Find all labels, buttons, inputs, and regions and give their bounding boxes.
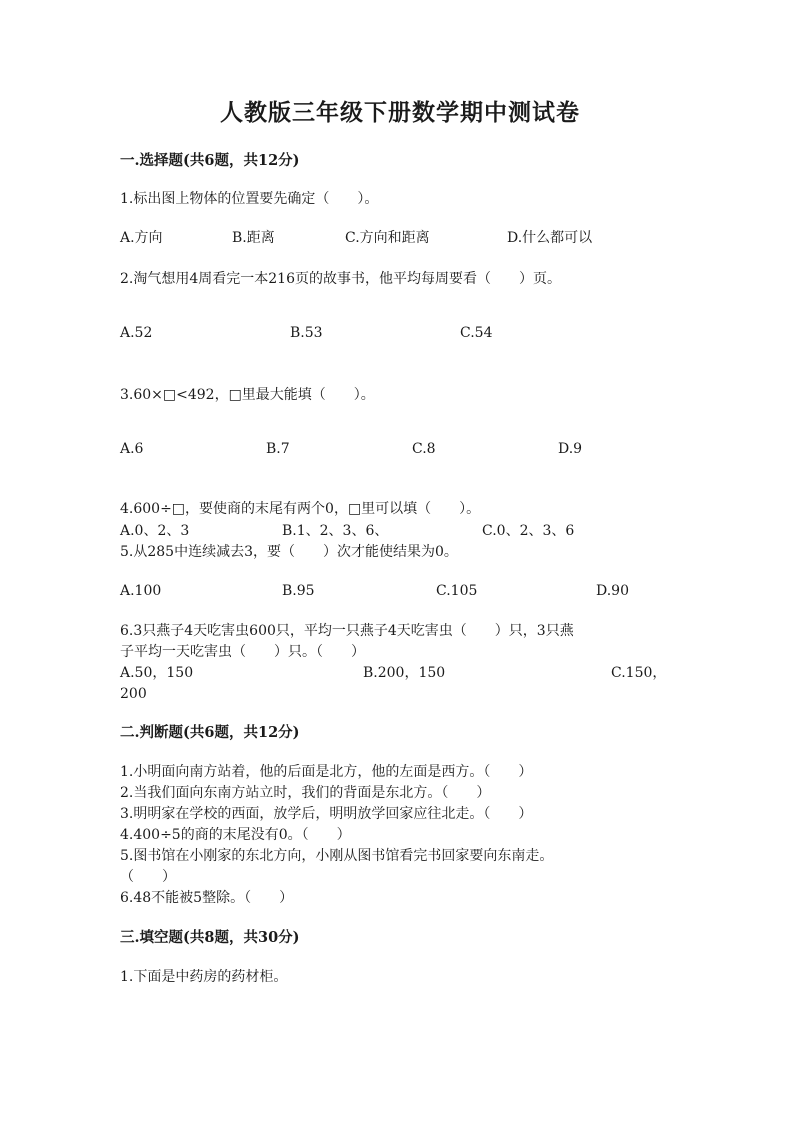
question-4-option-b: B.1、2、3、6、 (282, 523, 389, 539)
section-heading-fill-blank: 三.填空题(共8题，共30分) (120, 929, 300, 946)
fill-blank-item-1: 1.下面是中药房的药材柜。 (120, 969, 288, 985)
question-2-option-c: C.54 (460, 325, 493, 341)
judgement-item-2: 2.当我们面向东南方站立时，我们的背面是东北方。（ ） (120, 785, 491, 801)
question-6-option-a: A.50，150 (120, 665, 194, 681)
question-5-option-a: A.100 (120, 583, 162, 599)
question-4-option-a: A.0、2、3 (120, 523, 190, 539)
section-heading-judgement: 二.判断题(共6题，共12分) (120, 724, 300, 741)
question-5-option-c: C.105 (436, 583, 478, 599)
question-3-option-c: C.8 (412, 441, 436, 457)
question-5-option-b: B.95 (282, 583, 315, 599)
question-5-option-d: D.90 (596, 583, 629, 599)
question-1-option-d: D.什么都可以 (507, 230, 593, 246)
question-1-stem: 1.标出图上物体的位置要先确定（ ）。 (120, 191, 379, 207)
question-6-stem-line-1: 6.3只燕子4天吃害虫600只，平均一只燕子4天吃害虫（ ）只，3只燕 (120, 623, 574, 639)
judgement-item-5-blank: （ ） (120, 869, 176, 885)
judgement-item-3: 3.明明家在学校的西面，放学后，明明放学回家应往北走。（ ） (120, 806, 533, 822)
judgement-item-4: 4.400÷5的商的末尾没有0。（ ） (120, 827, 351, 843)
judgement-item-1: 1.小明面向南方站着，他的后面是北方，他的左面是西方。（ ） (120, 764, 533, 780)
question-1-option-a: A.方向 (120, 230, 163, 246)
question-2-stem: 2.淘气想用4周看完一本216页的故事书，他平均每周要看（ ）页。 (120, 271, 561, 287)
question-3-option-a: A.6 (120, 441, 144, 457)
question-1-option-c: C.方向和距离 (345, 230, 430, 246)
question-1-option-b: B.距离 (232, 230, 275, 246)
question-3-stem: 3.60×□<492，□里最大能填（ ）。 (120, 387, 375, 403)
question-6-option-b: B.200，150 (363, 665, 446, 681)
question-2-option-b: B.53 (290, 325, 323, 341)
question-5-stem: 5.从285中连续减去3，要（ ）次才能使结果为0。 (120, 544, 458, 560)
section-heading-choice: 一.选择题(共6题，共12分) (120, 152, 300, 169)
question-2-option-a: A.52 (120, 325, 153, 341)
question-6-stem-line-2: 子平均一天吃害虫（ ）只。（ ） (120, 644, 365, 660)
question-6-option-c-wrap: 200 (120, 686, 147, 702)
question-4-option-c: C.0、2、3、6 (482, 523, 575, 539)
judgement-item-5: 5.图书馆在小刚家的东北方向，小刚从图书馆看完书回家要向东南走。 (120, 848, 554, 864)
question-4-stem: 4.600÷□，要使商的末尾有两个0，□里可以填（ ）。 (120, 501, 481, 517)
question-3-option-d: D.9 (558, 441, 583, 457)
question-3-option-b: B.7 (266, 441, 290, 457)
question-6-option-c: C.150， (611, 665, 667, 681)
judgement-item-6: 6.48不能被5整除。（ ） (120, 890, 294, 906)
page-title: 人教版三年级下册数学期中测试卷 (220, 99, 580, 126)
